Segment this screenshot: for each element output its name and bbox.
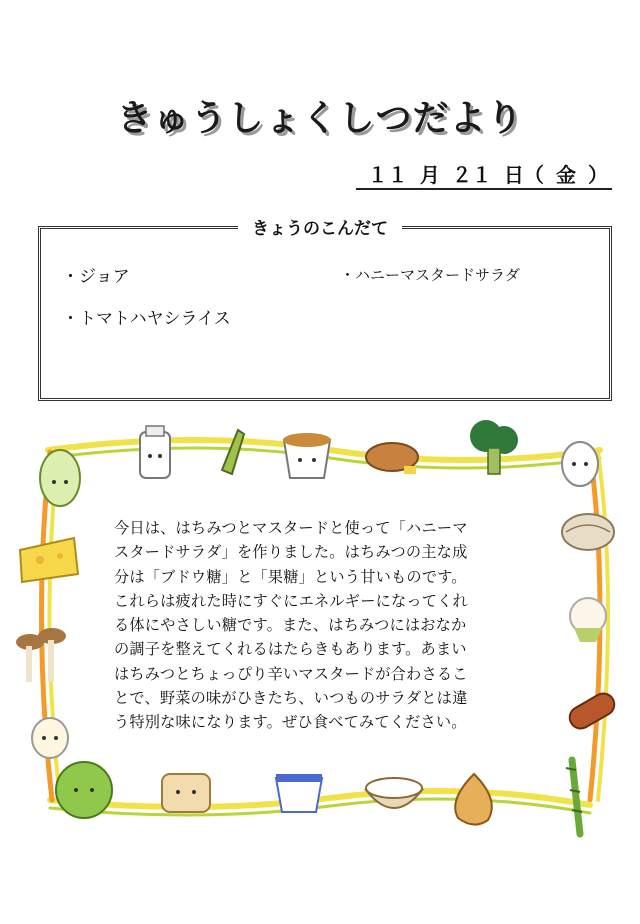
- menu-item-salad: ・ハニーマスタードサラダ: [340, 266, 520, 284]
- bread-roll-icon: [366, 443, 418, 474]
- toast-icon: [162, 774, 210, 812]
- menu-item-hayashi-rice: ・トマトハヤシライス: [62, 309, 231, 329]
- cheese-icon: [20, 538, 78, 582]
- article-line: スタードサラダ」を作りました。はちみつの主な成: [114, 543, 468, 562]
- article-line: る体にやさしい糖です。また、はちみつにはおなか: [114, 616, 467, 635]
- article-line: う特別な味になります。ぜひ食べてみてください。: [114, 713, 467, 732]
- article-line: の調子を整えてくれるはたらきもあります。あまい: [114, 640, 467, 659]
- okra-icon: [222, 430, 244, 474]
- article-line: はちみつとちょっぴり辛いマスタードが合わさるこ: [114, 664, 468, 683]
- natto-icon: [283, 433, 331, 478]
- sausage-icon: [566, 689, 619, 732]
- chinese-cabbage-icon: [40, 450, 80, 506]
- clam-icon: [562, 514, 614, 550]
- egg-icon: [562, 442, 598, 486]
- page-title: きゅうしょくしつだより: [116, 98, 524, 139]
- article-line: 分は「ブドウ糖」と「果糖」という甘いものです。: [114, 567, 467, 586]
- asparagus-icon: [566, 760, 582, 834]
- yogurt-icon: [276, 774, 322, 812]
- onion-icon: [455, 774, 492, 825]
- rice-bowl-icon: [366, 778, 422, 808]
- menu-heading-label: きょうのこんだて: [238, 219, 402, 239]
- menu-item-joa: ・ジョア: [62, 267, 130, 287]
- milk-bottle-icon: [140, 426, 170, 478]
- article-body: [114, 516, 554, 735]
- date-line: １１ 月 ２１ 日（ 金 ）: [356, 160, 612, 190]
- cabbage-icon: [56, 762, 112, 818]
- article-line: とで、野菜の味がひきたち、いつものサラダとは違: [114, 689, 468, 708]
- article-line: 今日は、はちみつとマスタードと使って「ハニーマ: [114, 519, 468, 537]
- egg-small-icon: [32, 718, 68, 758]
- article-line: これらは疲れた時にすぐにエネルギーになってくれ: [114, 591, 468, 610]
